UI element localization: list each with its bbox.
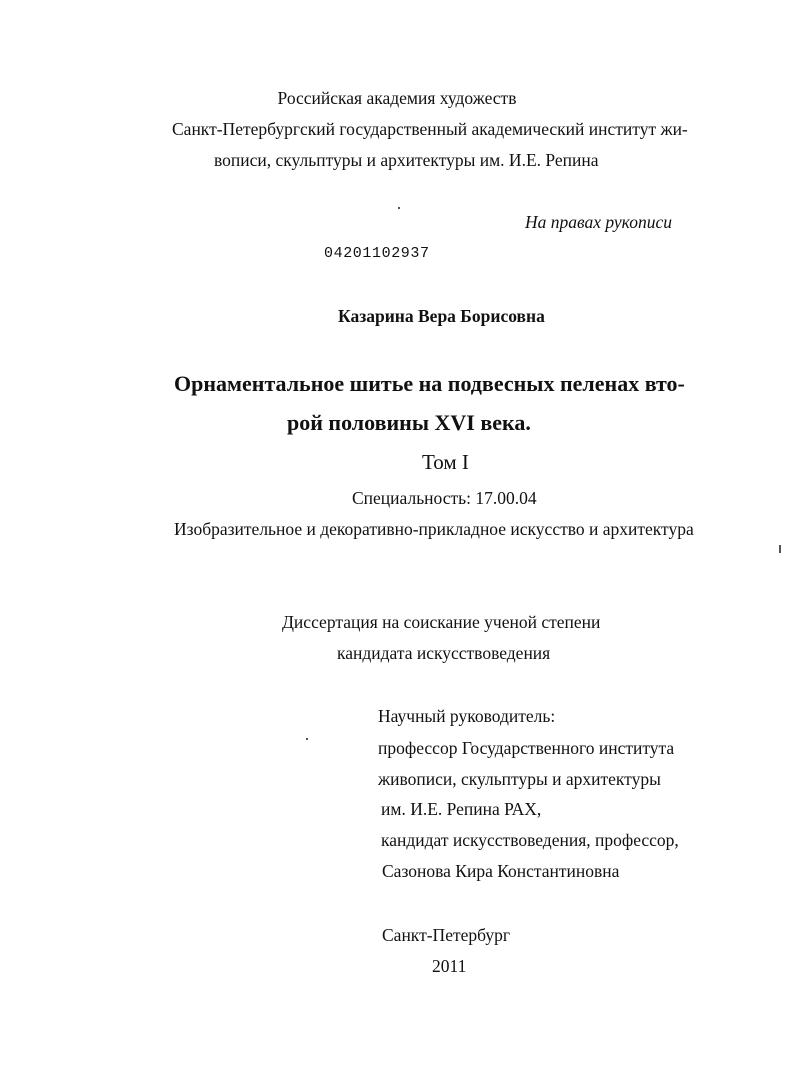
dissertation-line1: Диссертация на соискание ученой степени xyxy=(282,612,601,632)
thesis-title-line1: Орнаментальное шитье на подвесных пеленах вто- xyxy=(174,371,685,396)
scan-mark xyxy=(779,545,781,553)
manuscript-note: На правах рукописи xyxy=(525,212,672,232)
author-name: Казарина Вера Борисовна xyxy=(338,306,545,326)
supervisor-line: им. И.Е. Репина РАХ, xyxy=(381,799,542,819)
volume-label: Том I xyxy=(422,450,469,474)
thesis-title-line2: рой половины XVI века. xyxy=(287,410,531,435)
city-name: Санкт-Петербург xyxy=(382,925,511,945)
institute-name-line1: Санкт-Петербургский государственный академический институт жи- xyxy=(172,119,688,139)
dissertation-line2: кандидата искусствоведения xyxy=(337,643,551,663)
supervisor-line: кандидат искусствоведения, профессор, xyxy=(381,830,679,850)
supervisor-name: Сазонова Кира Константиновна xyxy=(382,861,620,881)
scan-speck xyxy=(306,738,308,740)
supervisor-label: Научный руководитель: xyxy=(378,706,556,726)
specialty-code: Специальность: 17.00.04 xyxy=(352,488,537,508)
institute-name-line2: вописи, скульптуры и архитектуры им. И.Е. Репина xyxy=(214,150,599,170)
academy-name: Российская академия художеств xyxy=(277,88,517,108)
registration-number: 04201102937 xyxy=(324,245,430,262)
specialty-name: Изобразительное и декоративно-прикладное искусство и архитектура xyxy=(174,519,694,539)
year: 2011 xyxy=(432,956,467,976)
supervisor-line: живописи, скульптуры и архитектуры xyxy=(378,769,661,789)
scan-speck xyxy=(398,207,400,209)
supervisor-line: профессор Государственного института xyxy=(378,738,675,758)
